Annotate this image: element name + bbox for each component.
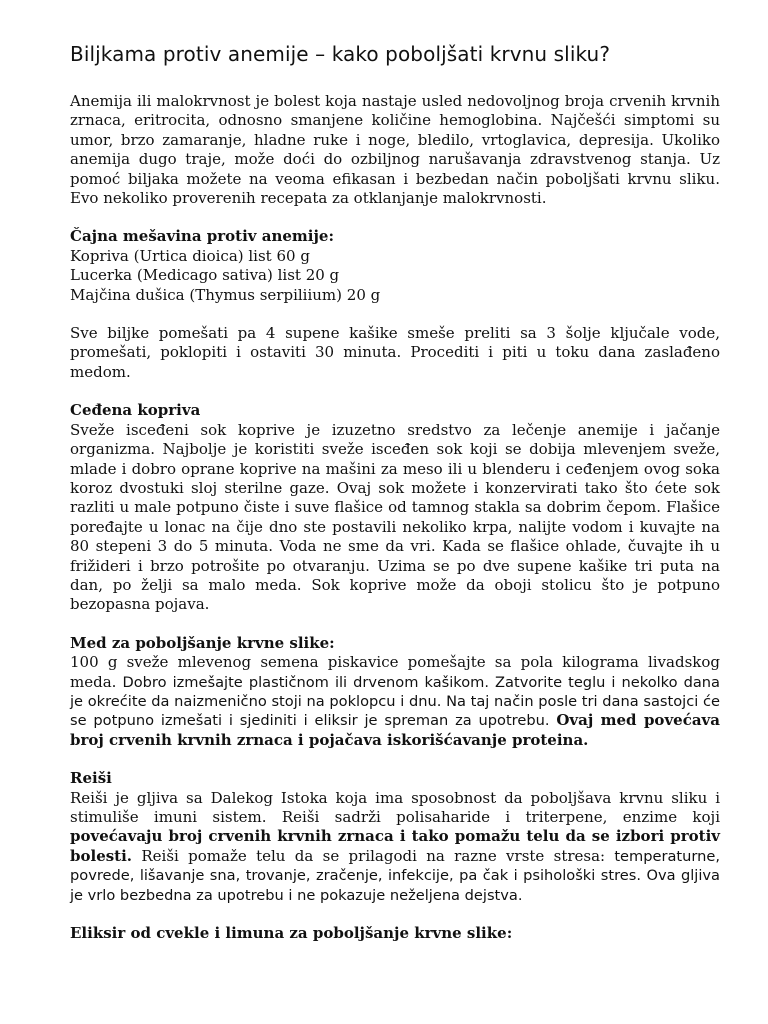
reishi-section [70, 769, 720, 905]
reishi-text-serif-2: Reiši pomaže telu da se prilagodi na razne vrste stresa: [132, 846, 606, 865]
tea-section [70, 227, 720, 305]
reishi-text-serif: Reiši je gljiva sa Dalekog Istoka koja ima sposobnost da poboljšava krvnu sliku i stimuliše imuni sistem. Reiši sadrži polisaharide i triterpene, enzime koji [70, 788, 720, 826]
honey-section [70, 634, 720, 750]
tea-ingredient-2: Lucerka (Medicago sativa) list 20 g [70, 266, 340, 285]
intro-paragraph: Anemija ili malokrvnost je bolest koja nastaje usled nedovoljnog broja crvenih krvnih zrnaca, eritrocita, odnosno smanjene količine hemoglobina. Najčešći simptomi su umor, brzo zamaranje, hladne ruke i noge, bledilo, vrtoglavica, depresija. Ukoliko anemija dugo traje, može doći do ozbiljnog narušavanja zdravstvenog stanja. Uz pomoć biljaka možete na veoma efikasan i bezbedan način poboljšati krvnu sliku. Evo nekoliko proverenih recepata za otklanjanje malokrvnosti. [70, 92, 720, 208]
honey-text-sans: Dobro izmešajte plastičnom ili drvenom kašikom. Zatvorite teglu i nekolko dana je okrećite da naizmenično stoji na poklopcu i dnu. Na taj način posle tri dana sastojci će se potpuno izmešati i sjediniti i eliksir je spreman za upotrebu. [70, 673, 720, 730]
honey-text-bold: Ovaj med povećava broj crvenih krvnih zrnaca i pojačava iskorišćavanje proteina. [70, 711, 720, 749]
reishi-text-sans: temperaturne, povrede, lišavanje sna, trovanje, zračenje, infekcije, pa čak i psihološki stres. Ova gljiva je vrlo bezbedna za upotrebu i ne pokazuje neželjena dejstva. [70, 847, 720, 904]
nettle-paragraph: Sveže isceđeni sok koprive je izuzetno sredstvo za lečenje anemije i jačanje organizma. Najbolje je koristiti sveže isceđen sok koji se dobija mlevenjem sveže, mlade i dobro oprane koprive na mašini za meso ili u blenderu i ceđenjem ovog soka koroz dvostuki sloj sterilne gaze. Ovaj sok možete i konzervirati tako što ćete sok razliti u male potpuno čiste i suve flašice od tamnog stakla sa dobrim čepom. Flašice poređajte u lonac na čije dno ste postavili nekoliko krpa, nalijte vodom i kuvajte na 80 stepeni 3 do 5 minuta. Voda ne sme da vri. Kada se flašice ohlade, čuvajte ih u frižideri i brzo potrošite po otvaranju. Uzima se po dve supene kašike tri puta na dan, po želji sa malo meda. Sok koprive može da oboji stolicu što je potpuno bezopasna pojava. [70, 420, 720, 614]
nettle-heading: Ceđena kopriva [70, 401, 201, 420]
document-page [70, 40, 720, 943]
page-title: Biljkama protiv anemije – kako poboljšati krvnu sliku? [70, 42, 611, 66]
beet-heading: Eliksir od cvekle i limuna za poboljšanje krvne slike: [70, 924, 513, 943]
reishi-heading: Reiši [70, 769, 112, 788]
reishi-paragraph [70, 789, 720, 905]
tea-ingredient-3: Majčina dušica (Thymus serpiliium) 20 g [70, 285, 381, 304]
honey-paragraph [70, 653, 720, 750]
reishi-text-bold: povećavaju broj crvenih krvnih zrnaca i tako pomažu telu da se izbori protiv bolesti. [70, 827, 720, 865]
tea-heading: Čajna mešavina protiv anemije: [70, 227, 334, 246]
nettle-section [70, 401, 720, 614]
tea-ingredient-1: Kopriva (Urtica dioica) list 60 g [70, 246, 310, 265]
honey-heading: Med za poboljšanje krvne slike: [70, 633, 335, 652]
honey-text-serif: 100 g sveže mlevenog semena piskavice pomešajte sa pola kilograma livadskog meda. [70, 653, 720, 691]
tea-instructions: Sve biljke pomešati pa 4 supene kašike smeše preliti sa 3 šolje ključale vode, promešati, poklopiti i ostaviti 30 minuta. Proceditі i piti u toku dana zaslađeno medom. [70, 324, 720, 381]
